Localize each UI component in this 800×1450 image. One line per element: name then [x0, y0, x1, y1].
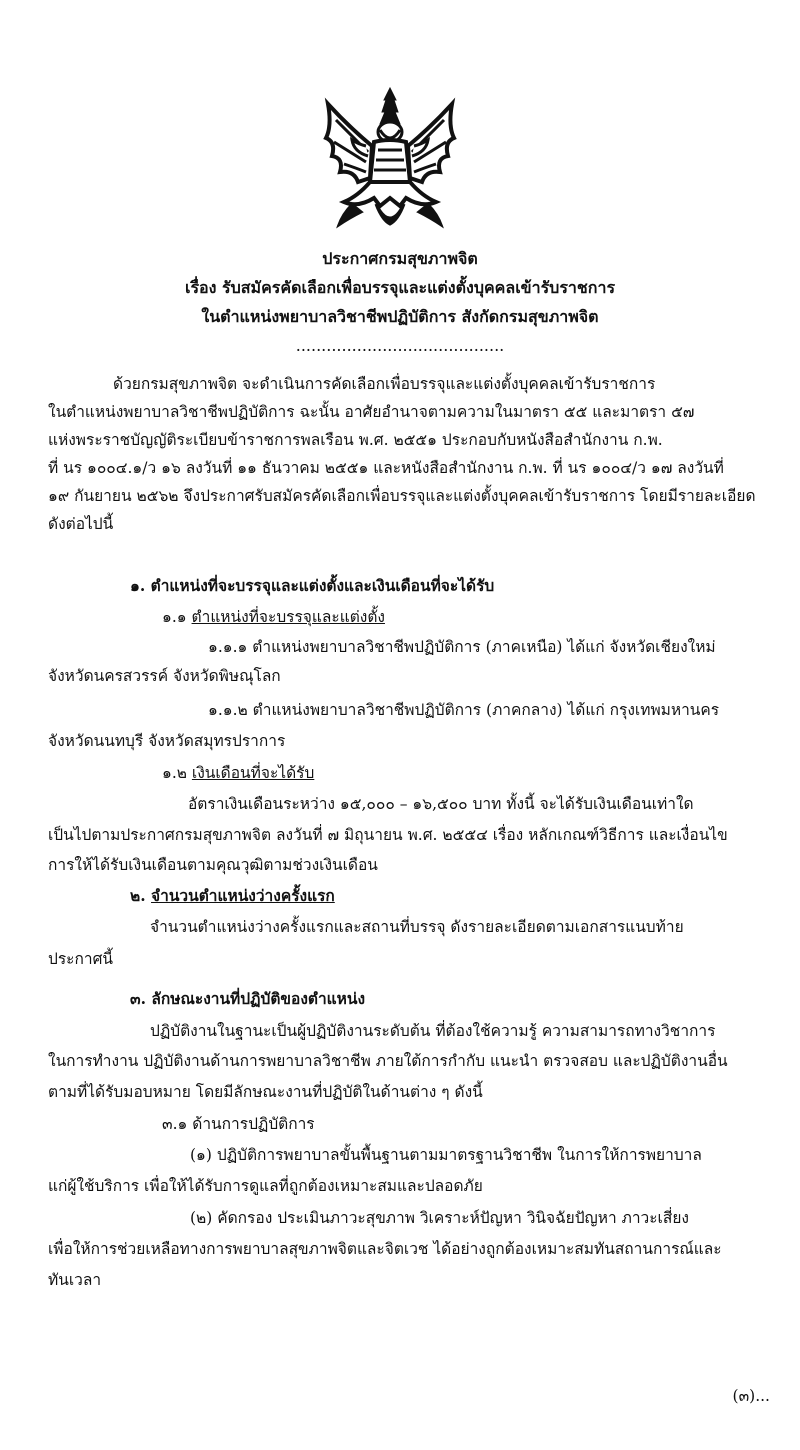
- title-line-1: ประกาศกรมสุขภาพจิต: [322, 249, 478, 268]
- intro-line: ที่ นร ๑๐๐๔.๑/ว ๑๖ ลงวันที่ ๑๑ ธันวาคม ๒๕๕๑ และหนังสือสำนักงาน ก.พ. ที่ นร ๑๐๐๔/ว ๑๗ ลงวันที่: [48, 459, 724, 477]
- item-3-1-2-line-2: เพื่อให้การช่วยเหลือทางการพยาบาลสุขภาพจิตและจิตเวช ได้อย่างถูกต้องเหมาะสมทันสถานการณ์และ: [48, 1240, 722, 1258]
- section-3-1-heading: ๓.๑ ด้านการปฏิบัติการ: [162, 1115, 315, 1133]
- salary-line-2: เป็นไปตามประกาศกรมสุขภาพจิต ลงวันที่ ๗ มิถุนายน พ.ศ. ๒๕๕๔ เรื่อง หลักเกณฑ์วิธีการ และเงื่อนไข: [48, 826, 728, 844]
- item-1-1-2-line-2: จังหวัดนนทบุรี จังหวัดสมุทรปราการ: [48, 732, 286, 750]
- section-3-line-3: ตามที่ได้รับมอบหมาย โดยมีลักษณะงานที่ปฏิบัติในด้านต่าง ๆ ดังนี้: [48, 1083, 483, 1101]
- section-3-heading: ๓. ลักษณะงานที่ปฏิบัติของตำแหน่ง: [130, 989, 366, 1008]
- document-title-block: [0, 244, 800, 360]
- item-1-1-1-line-1: ๑.๑.๑ ตำแหน่งพยาบาลวิชาชีพปฏิบัติการ (ภาคเหนือ) ได้แก่ จังหวัดเชียงใหม่: [208, 638, 716, 656]
- section-2-line-1: จำนวนตำแหน่งว่างครั้งแรกและสถานที่บรรจุ ดังรายละเอียดตามเอกสารแนบท้าย: [150, 918, 684, 936]
- title-line-2: เรื่อง รับสมัครคัดเลือกเพื่อบรรจุและแต่งตั้งบุคคลเข้ารับราชการ: [184, 278, 616, 297]
- item-3-1-1-line-2: แก่ผู้ใช้บริการ เพื่อให้ได้รับการดูแลที่ถูกต้องเหมาะสมและปลอดภัย: [48, 1177, 483, 1195]
- section-1-1-title: ตำแหน่งที่จะบรรจุและแต่งตั้ง: [191, 608, 385, 626]
- salary-line-3: การให้ได้รับเงินเดือนตามคุณวุฒิตามช่วงเงินเดือน: [48, 856, 378, 874]
- item-3-1-2-line-3: ทันเวลา: [48, 1271, 102, 1289]
- title-separator: .........................................: [295, 336, 505, 355]
- section-1-2-title: เงินเดือนที่จะได้รับ: [191, 764, 315, 782]
- intro-line: ๑๙ กันยายน ๒๕๖๒ จึงประกาศรับสมัครคัดเลือกเพื่อบรรจุและแต่งตั้งบุคคลเข้ารับราชการ โดยมีรายละเอียด: [48, 487, 756, 505]
- item-3-1-2-line-1: (๒) คัดกรอง ประเมินภาวะสุขภาพ วิเคราะห์ปัญหา วินิจฉัยปัญหา ภาวะเสี่ยง: [190, 1209, 689, 1227]
- title-line-3: ในตำแหน่งพยาบาลวิชาชีพปฏิบัติการ สังกัดกรมสุขภาพจิต: [201, 307, 599, 326]
- item-3-1-1-line-1: (๑) ปฏิบัติการพยาบาลขั้นพื้นฐานตามมาตรฐานวิชาชีพ ในการให้การพยาบาล: [190, 1146, 702, 1164]
- item-1-1-1-line-2: จังหวัดนครสวรรค์ จังหวัดพิษณุโลก: [48, 667, 281, 685]
- intro-paragraph: [48, 370, 788, 538]
- section-2-line-2: ประกาศนี้: [48, 950, 114, 968]
- salary-line-1: อัตราเงินเดือนระหว่าง ๑๕,๐๐๐ – ๑๖,๕๐๐ บาท ทั้งนี้ จะได้รับเงินเดือนเท่าใด: [188, 795, 694, 813]
- section-2-number: ๒.: [130, 886, 146, 905]
- section-1-2-heading: [162, 759, 314, 787]
- section-1-heading: ๑. ตำแหน่งที่จะบรรจุและแต่งตั้งและเงินเดือนที่จะได้รับ: [130, 576, 495, 595]
- page-continuation-marker: (๓)...: [732, 1387, 770, 1405]
- section-2-title: จำนวนตำแหน่งว่างครั้งแรก: [151, 886, 335, 905]
- intro-line: ด้วยกรมสุขภาพจิต จะดำเนินการคัดเลือกเพื่อบรรจุและแต่งตั้งบุคคลเข้ารับราชการ: [113, 375, 656, 393]
- item-1-1-2-line-1: ๑.๑.๒ ตำแหน่งพยาบาลวิชาชีพปฏิบัติการ (ภาคกลาง) ได้แก่ กรุงเทพมหานคร: [208, 701, 720, 719]
- intro-line: แห่งพระราชบัญญัติระเบียบข้าราชการพลเรือน พ.ศ. ๒๕๕๑ ประกอบกับหนังสือสำนักงาน ก.พ.: [48, 431, 663, 449]
- section-1-2-number: ๑.๒: [162, 764, 187, 782]
- section-1-1-number: ๑.๑: [162, 608, 187, 626]
- garuda-emblem-icon: [318, 86, 462, 234]
- section-3-line-2: ในการทำงาน ปฏิบัติงานด้านการพยาบาลวิชาชีพ ภายใต้การกำกับ แนะนำ ตรวจสอบ และปฏิบัติงานอื่น: [48, 1052, 728, 1070]
- section-1-1-heading: [162, 603, 385, 631]
- intro-line: ในตำแหน่งพยาบาลวิชาชีพปฏิบัติการ ฉะนั้น อาศัยอำนาจตามความในมาตรา ๕๕ และมาตรา ๕๗: [48, 403, 695, 421]
- section-2-heading: [130, 882, 335, 910]
- section-3-line-1: ปฏิบัติงานในฐานะเป็นผู้ปฏิบัติงานระดับต้น ที่ต้องใช้ความรู้ ความสามารถทางวิชาการ: [150, 1022, 716, 1040]
- intro-line: ดังต่อไปนี้: [48, 515, 114, 533]
